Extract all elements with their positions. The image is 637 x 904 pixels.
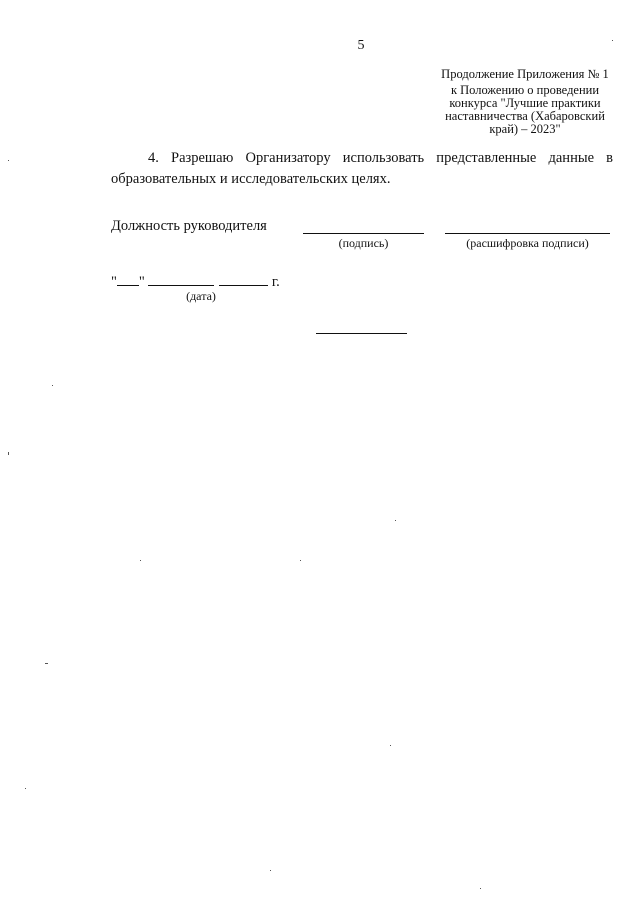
- scan-speck: [8, 160, 9, 161]
- appendix-header-line: край) – 2023": [489, 122, 561, 136]
- scan-speck: [140, 560, 141, 561]
- consent-paragraph: 4. Разрешаю Организатору использовать представленные данные в образовательных и исследовательских целях.: [111, 150, 613, 187]
- appendix-header-line: конкурса "Лучшие практики: [449, 96, 601, 110]
- appendix-header-line: к Положению о проведении: [450, 83, 600, 97]
- date-month-blank: [148, 272, 214, 286]
- signature-caption: (подпись): [338, 236, 389, 250]
- appendix-header-line: Продолжение Приложения № 1: [441, 67, 609, 81]
- signature-decoding-line: [445, 233, 610, 234]
- scan-speck: [300, 560, 301, 561]
- date-year-blank: [219, 272, 268, 286]
- date-close-quote: ": [138, 274, 145, 290]
- scan-speck: [390, 745, 391, 746]
- scan-speck: [612, 40, 613, 41]
- scan-speck: [8, 452, 9, 455]
- appendix-header-line: наставничества (Хабаровский: [445, 109, 605, 123]
- scan-speck: [45, 663, 48, 664]
- scan-speck: [52, 385, 53, 386]
- scan-speck: [25, 788, 26, 789]
- scan-speck: [480, 888, 481, 889]
- signature-decoding-caption: (расшифровка подписи): [466, 236, 589, 250]
- date-year-suffix: г.: [271, 274, 280, 290]
- date-caption: (дата): [186, 289, 216, 303]
- scan-speck: [395, 520, 396, 521]
- date-day-blank: [117, 272, 139, 286]
- date-open-quote: ": [111, 274, 117, 290]
- position-label: Должность руководителя: [111, 218, 267, 234]
- scan-speck: [270, 870, 271, 871]
- end-rule: [316, 333, 407, 334]
- signature-line: [303, 233, 424, 234]
- page-number: 5: [357, 38, 365, 53]
- appendix-header: [430, 68, 620, 136]
